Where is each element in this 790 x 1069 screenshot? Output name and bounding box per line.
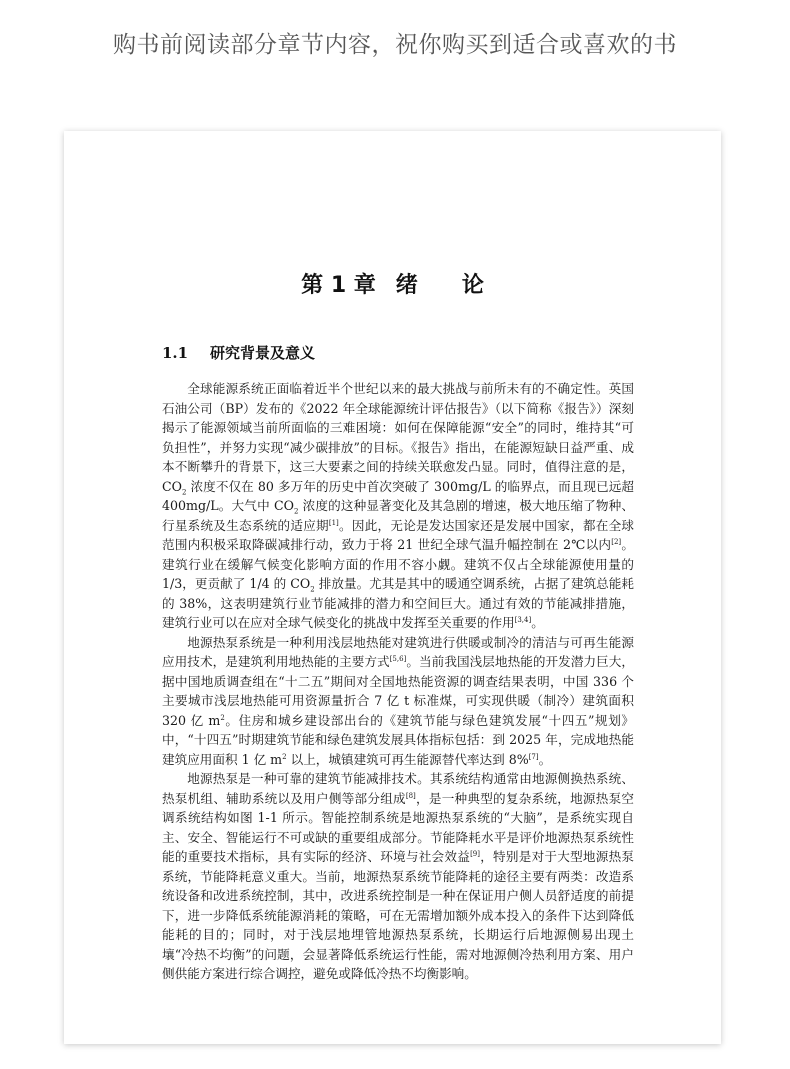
paragraph-3: 地源热泵是一种可靠的建筑节能减排技术。其系统结构通常由地源侧换热系统、热泵机组、辅助系统以及用户侧等部分组成[8]，是一种典型的复杂系统，地源热泵空调系统结构如图 1-1 所示。智能控制系统是地源热泵系统的“大脑”，是系统实现自主、安全、智能运行不可或缺的重要组成部分。节能降耗水平是评价地源热泵系统性能的重要技术指标，具有实际的经济、环境与社会效益[9]，特别是对于大型地源热泵系统，节能降耗意义重大。当前，地源热泵系统节能降耗的途径主要有两类：改造系统设备和改进系统控制，其中，改进系统控制是一种在保证用户侧人员舒适度的前提下，进一步降低系统能源消耗的策略，可在无需增加额外成本投入的条件下达到降低能耗的目的；同时，对于浅层地埋管地源热泵系统，长期运行后地源侧易出现土壤“冷热不均衡”的问题，会显著降低系统运行性能，需对地源侧冷热利用方案、用户侧供能方案进行综合调控，避免或降低冷热不均衡影响。 — [162, 771, 635, 981]
section-number: 1.1 — [162, 344, 189, 362]
subscript: 2 — [310, 585, 315, 594]
chapter-title — [64, 268, 721, 299]
subscript: 2 — [181, 488, 187, 497]
citation-mark: [9] — [470, 849, 480, 858]
citation-mark: 2 — [220, 713, 225, 722]
chapter-title-char-1: 绪 — [395, 273, 418, 298]
citation-mark: [7] — [528, 752, 539, 761]
chapter-title-char-2: 论 — [461, 273, 484, 298]
citation-mark: 2 — [282, 752, 287, 761]
subscript: 2 — [293, 507, 299, 516]
paragraph-1: 全球能源系统正面临着近半个世纪以来的最大挑战与前所未有的不确定性。英国石油公司（BP）发布的《2022 年全球能源统计评估报告》（以下简称《报告》）深刻揭示了能源领域当前所面临的三难困境：如何在保障能源“安全”的同时，维持其“可负担性”，并努力实现“减少碳排放”的目标。《报告》指出，在能源短缺日益严重、成本不断攀升的背景下，这三大要素之间的持续关联愈发凸显。同时，值得注意的是，$CO_2$ 浓度不仅在 80 多万年的历史中首次突破了 300mg/L 的临界点，而且现已远超 400mg/L。大气中 $CO_2$ 浓度的这种显著变化及其急剧的增速，极大地压缩了物种、行星系统及生态系统的适应期[1]。因此，无论是发达国家还是发展中国家，都在全球范围内积极采取降碳减排行动，致力于将 21 世纪全球气温升幅控制在 2℃以内[2]。建筑行业在缓解气候变化影响方面的作用不容小觑。建筑不仅占全球能源使用量的 1/3，更贡献了 1/4 的 $CO_2$ 排放量。尤其是其中的暖通空调系统，占据了建筑总能耗的 38%，这表明建筑行业节能减排的潜力和空间巨大。通过有效的节能减排措施，建筑行业可以在应对全球气候变化的挑战中发挥至关重要的作用[3,4]。 — [162, 381, 635, 630]
citation-mark: [1] — [328, 518, 339, 527]
book-page — [64, 131, 721, 1044]
paragraph-2: 地源热泵系统是一种利用浅层地热能对建筑进行供暖或制冷的清洁与可再生能源应用技术，是建筑利用地热能的主要方式[5,6]。当前我国浅层地热能的开发潜力巨大，据中国地质调查组在“十二五”期间对全国地热能资源的调查结果表明，中国 336 个主要城市浅层地热能可用资源量折合 7 亿 t 标准煤，可实现供暖（制冷）建筑面积 320 亿 $m^2$。住房和城乡建设部出台的《建筑节能与绿色建筑发展“十四五”规划》中，“十四五”时期建筑节能和绿色建筑发展具体指标包括：到 2025 年，完成地热能建筑应用面积 1 亿 $m^2$ 以上，城镇建筑可再生能源替代率达到 8%[7]。 — [162, 634, 635, 767]
preview-banner: 购书前阅读部分章节内容，祝你购买到适合或喜欢的书 — [113, 32, 677, 58]
citation-mark: [8] — [405, 791, 416, 800]
citation-mark: [5,6] — [389, 654, 407, 663]
citation-mark: [2] — [611, 537, 622, 546]
section-title: 研究背景及意义 — [210, 344, 316, 362]
body-text — [162, 379, 634, 984]
section-heading — [162, 342, 315, 363]
chapter-number: 第 1 章 — [301, 273, 376, 298]
citation-mark: [3,4] — [514, 615, 532, 624]
